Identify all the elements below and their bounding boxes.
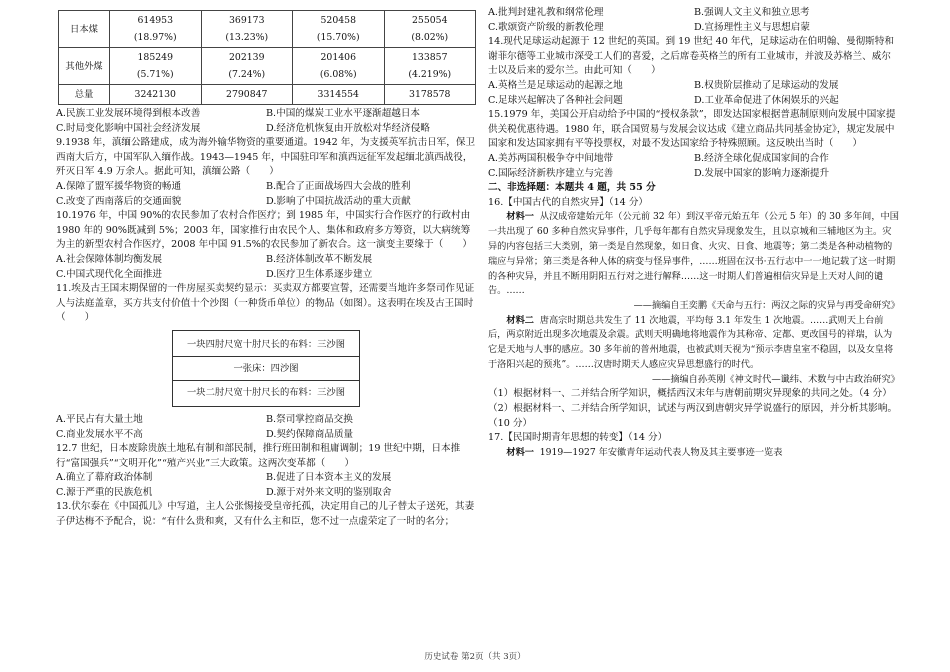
table-cell <box>293 11 385 48</box>
q17-title: 17.【民国时期青年思想的转变】（14 分） <box>488 432 668 444</box>
box-divider <box>173 380 359 381</box>
q9-option-a: A.保障了盟军援华物资的畅通 <box>56 180 182 192</box>
table-cell <box>201 48 293 85</box>
cell-percent: (18.97%) <box>133 32 177 43</box>
table-cell <box>384 11 476 48</box>
q15-stem: 15.1979 年，美国公开启动给予中国的“授权条款”，即发达国家根据普惠制原则向发展中国家提供关税优惠待遇。1980 年，联合国贸易与发展会议达成《建立商品共同基金协定》，规定发展中国家和发达国家拥有平等投票权，对最不发达国家给予特殊照顾。这反映出当时（ ） <box>488 109 896 150</box>
q16-m1-source: ——摘编自王奕鹏《天命与五行：两汉之际的灾异与再受命研究》 <box>633 300 900 312</box>
right-column <box>488 6 900 461</box>
contract-item-2: 一张床：四沙图 <box>233 362 299 374</box>
q14-option-d: D.工业革命促进了休闲娱乐的兴起 <box>694 94 839 106</box>
cell-value: 520458 <box>320 15 356 26</box>
contract-item-3: 一块二肘尺宽十肘尺长的布料：三沙图 <box>186 386 346 398</box>
q13-option-c: C.歌颂资产阶级的新教伦理 <box>488 21 604 33</box>
cell-value: 133857 <box>412 52 448 63</box>
q11-options-row2 <box>56 428 476 443</box>
cell-percent: (15.70%) <box>316 32 360 43</box>
q16-material-2 <box>488 314 900 373</box>
q9-option-c: C.改变了西南落后的交通面貌 <box>56 195 182 207</box>
q13-option-a: A.批判封建礼教和纲常伦理 <box>488 7 604 18</box>
q13-options-row1 <box>488 6 900 21</box>
q14-option-a: A.英格兰是足球运动的起源之地 <box>488 79 623 91</box>
page-footer: 历史试卷 第2页（共 3页） <box>424 652 526 662</box>
q8-option-d: D.经济危机恢复由开放松对华经济侵略 <box>266 122 430 134</box>
table-row <box>59 85 476 105</box>
cell-value: 3178578 <box>409 89 451 100</box>
cell-value: 3314554 <box>317 89 359 100</box>
q16-sub-2: （2）根据材料一、二并结合所学知识，试述与两汉到唐朝灾异学说盛行的原因，并分析其影响。（10 分） <box>488 403 898 429</box>
q8-option-a: A.民族工业发展环境得到根本改善 <box>56 108 201 119</box>
q11-option-a: A.平民占有大量土地 <box>56 413 143 425</box>
table-row <box>59 48 476 85</box>
q11-option-d: D.契约保障商品质量 <box>266 428 354 440</box>
q11-option-b: B.祭司掌控商品交换 <box>266 413 353 425</box>
q10-option-a: A.社会保障体制均衡发展 <box>56 253 162 265</box>
q16-m1-text: 从汉成帝建始元年（公元前 32 年）到汉平帝元始五年（公元 5 年）的 30 多年间，中国一共出现了 60 多种自然灾异事件，几乎每年都有自然灾异现象发生，且以京城和三辅地区为主。灾异的内容包括三大类别，第一类是自然现象，如日食、火灾、日食、地震等；第二类是各种动植物的瑞应与异常；第三类是各种人体的病变与怪异事件，……班固在汉书·五行志中一一地记载了这一时期的各种灾异，并且不断用阴阳五行对之进行解释……这一时期人们普遍相信灾异是上天对人间的谴告。…… <box>488 211 899 297</box>
q8-options-row2 <box>56 122 476 137</box>
q15-option-b: B.经济全球化促成国家间的合作 <box>694 152 829 164</box>
q10-option-c: C.中国式现代化全面推进 <box>56 268 162 280</box>
table-cell <box>201 85 293 105</box>
q15-option-d: D.发展中国家的影响力逐渐提升 <box>694 167 830 179</box>
row-label: 日本煤 <box>59 11 110 48</box>
q16-sub-1: （1）根据材料一、二并结合所学知识，概括西汉末年与唐朝前期灾异现象的共同之处。（4 分） <box>488 388 892 400</box>
section-two-heading: 二、非选择题：本题共 4 题，共 55 分 <box>488 182 656 194</box>
cell-percent: (4.219%) <box>408 69 452 80</box>
q9-options-row1 <box>56 180 476 195</box>
q13-stem: 13.伏尔泰在《中国孤儿》中写道，主人公张惕接受皇帝托孤，决定用自己的儿子替太子送死，其妻子伊达梅不予配合，说：“有什么贵和爽，又有什么主和臣，您不过一点虚荣定了一时的名分； <box>56 501 475 528</box>
q10-option-b: B.经济体制改革不断发展 <box>266 253 373 265</box>
q14-options-row2 <box>488 94 900 109</box>
table-cell <box>293 48 385 85</box>
q11-figure <box>56 330 476 407</box>
q16-m2-source: ——摘编自孙英刚《神文时代—谶纬、术数与中古政治研究》 <box>651 373 900 385</box>
cell-percent: (7.24%) <box>228 69 266 80</box>
cell-percent: (5.71%) <box>136 69 174 80</box>
cell-percent: (13.23%) <box>225 32 269 43</box>
q9-option-b: B.配合了正面战场四大会战的胜利 <box>266 180 411 192</box>
q15-options-row2 <box>488 167 900 182</box>
q14-options-row1 <box>488 79 900 94</box>
table-cell <box>384 85 476 105</box>
cell-value: 202139 <box>229 52 265 63</box>
cell-value: 614953 <box>137 15 173 26</box>
q14-option-b: B.权贵阶层推动了足球运动的发展 <box>694 79 839 91</box>
q9-stem: 9.1938 年，滇缅公路建成，成为海外输华物资的重要通道。1942 年，为支援英军抗击日军，保卫西南大后方，中国军队入缅作战。1943—1945 年，中国驻印军和滇西远征军发起缅北滇西战役，歼灭日军 4.9 万余人。据此可知，滇缅公路（ ） <box>56 137 476 178</box>
table-cell <box>110 85 202 105</box>
q13-option-b: B.强调人文主义和独立思考 <box>694 7 810 18</box>
q16-title: 16.【中国古代的自然灾异】（14 分） <box>488 196 649 208</box>
q13-option-d: D.宣扬理性主义与思想启蒙 <box>694 21 810 33</box>
q8-option-b: B.中国的煤炭工业水平逐渐超越日本 <box>266 108 421 119</box>
q16-material-1 <box>488 210 900 299</box>
q10-options-row1 <box>56 253 476 268</box>
table-cell <box>384 48 476 85</box>
contract-item-1: 一块四肘尺宽十肘尺长的布料：三沙图 <box>186 338 346 350</box>
cell-value: 2790847 <box>226 89 268 100</box>
q17-m1-label: 材料一 <box>506 446 534 458</box>
q16-m2-label: 材料二 <box>506 314 534 326</box>
q11-stem: 11.埃及古王国末期保留的一件房屋买卖契约显示：买卖双方都要宣誓，还需要当地许多祭司作见证人与法庭盖章，买方共支付价值十个沙图（一种货币单位）的物品（如图）。这表明在埃及古王国时（ ） <box>56 283 475 324</box>
table-cell <box>293 85 385 105</box>
q16-m2-text: 唐高宗时期总共发生了 11 次地震，平均每 3.1 年发生 1 次地震。……武则天上台前后，两京附近出现多次地震及余震。武则天明确地将地震作为其称帝、定都、更改国号的祥瑞，认为它是天地与人事的感应。30 多年前的普州地震，也被武则天视为“预示李唐皇室不稳固，以及女皇将于洛阳兴起的预兆”。……汉唐时期天人感应灾异思想盛行的时代。 <box>488 314 894 371</box>
q11-options-row1 <box>56 413 476 428</box>
q12-option-c: C.源于严重的民族危机 <box>56 486 153 498</box>
cell-percent: (8.02%) <box>411 32 449 43</box>
coal-import-table <box>58 10 476 105</box>
row-label: 其他外煤 <box>59 48 110 85</box>
cell-percent: (6.08%) <box>319 69 357 80</box>
table-cell <box>110 48 202 85</box>
cell-value: 185249 <box>137 52 173 63</box>
q17-material-1 <box>488 446 900 461</box>
q13-options-row2 <box>488 21 900 36</box>
q8-option-c: C.时局变化影响中国社会经济发展 <box>56 122 201 134</box>
q17-m1-text: 1919—1927 年安徽青年运动代表人物及其主要事迹一览表 <box>539 446 783 458</box>
q15-option-c: C.国际经济新秩序建立与完善 <box>488 167 614 179</box>
q14-option-c: C.足球兴起解决了各种社会问题 <box>488 94 623 106</box>
table-row <box>59 11 476 48</box>
q12-option-a: A.确立了幕府政治体制 <box>56 472 153 484</box>
contract-items-box <box>172 330 360 407</box>
q12-options-row2 <box>56 486 476 501</box>
row-label: 总量 <box>59 85 110 105</box>
q15-option-a: A.美苏两国积极争夺中间地带 <box>488 152 614 164</box>
q8-options-row1 <box>56 107 476 122</box>
left-column <box>56 6 476 530</box>
table-cell <box>201 11 293 48</box>
q12-option-b: B.促进了日本资本主义的发展 <box>266 472 392 484</box>
cell-value: 201406 <box>320 52 356 63</box>
cell-value: 255054 <box>412 15 448 26</box>
q15-options-row1 <box>488 152 900 167</box>
q14-stem: 14.现代足球运动起源于 12 世纪的英国。到 19 世纪 40 年代，足球运动在伯明翰、曼彻斯特和谢菲尔德等工业城市深受工人们的喜爱，之后席卷英格兰的所有工业城市，并波及苏格兰、威尔士以及后来的爱尔兰。由此可知（ ） <box>488 36 894 77</box>
table-cell <box>110 11 202 48</box>
cell-value: 369173 <box>229 15 265 26</box>
q9-option-d: D.影响了中国抗战活动的重大贡献 <box>266 195 411 207</box>
box-divider <box>173 356 359 357</box>
cell-value: 3242130 <box>134 89 176 100</box>
q9-options-row2 <box>56 195 476 210</box>
q10-stem: 10.1976 年，中国 90%的农民参加了农村合作医疗；到 1985 年，中国实行合作医疗的行政村由 1980 年的 90%既减到 5%；2003 年，国家推行由农民个人、集体和政府多方筹资，以大病统筹为主的新型农村合作医疗，2008 年中国 91.5%的农民参加了新农合。这一演变主要缘于（ ） <box>56 210 472 251</box>
q11-option-c: C.商业发展水平不高 <box>56 428 143 440</box>
q12-stem: 12.7 世纪，日本废除贵族土地私有制和部民制，推行班田制和租庸调制；19 世纪中期，日本推行“富国强兵”“文明开化”“殖产兴业”三大政策。这两次变革都（ ） <box>56 443 461 469</box>
q10-option-d: D.医疗卫生体系逐步建立 <box>266 268 373 280</box>
q12-options-row1 <box>56 471 476 486</box>
q16-m1-label: 材料一 <box>506 211 534 223</box>
q12-option-d: D.源于对外来文明的鉴别取舍 <box>266 486 392 498</box>
q10-options-row2 <box>56 268 476 283</box>
